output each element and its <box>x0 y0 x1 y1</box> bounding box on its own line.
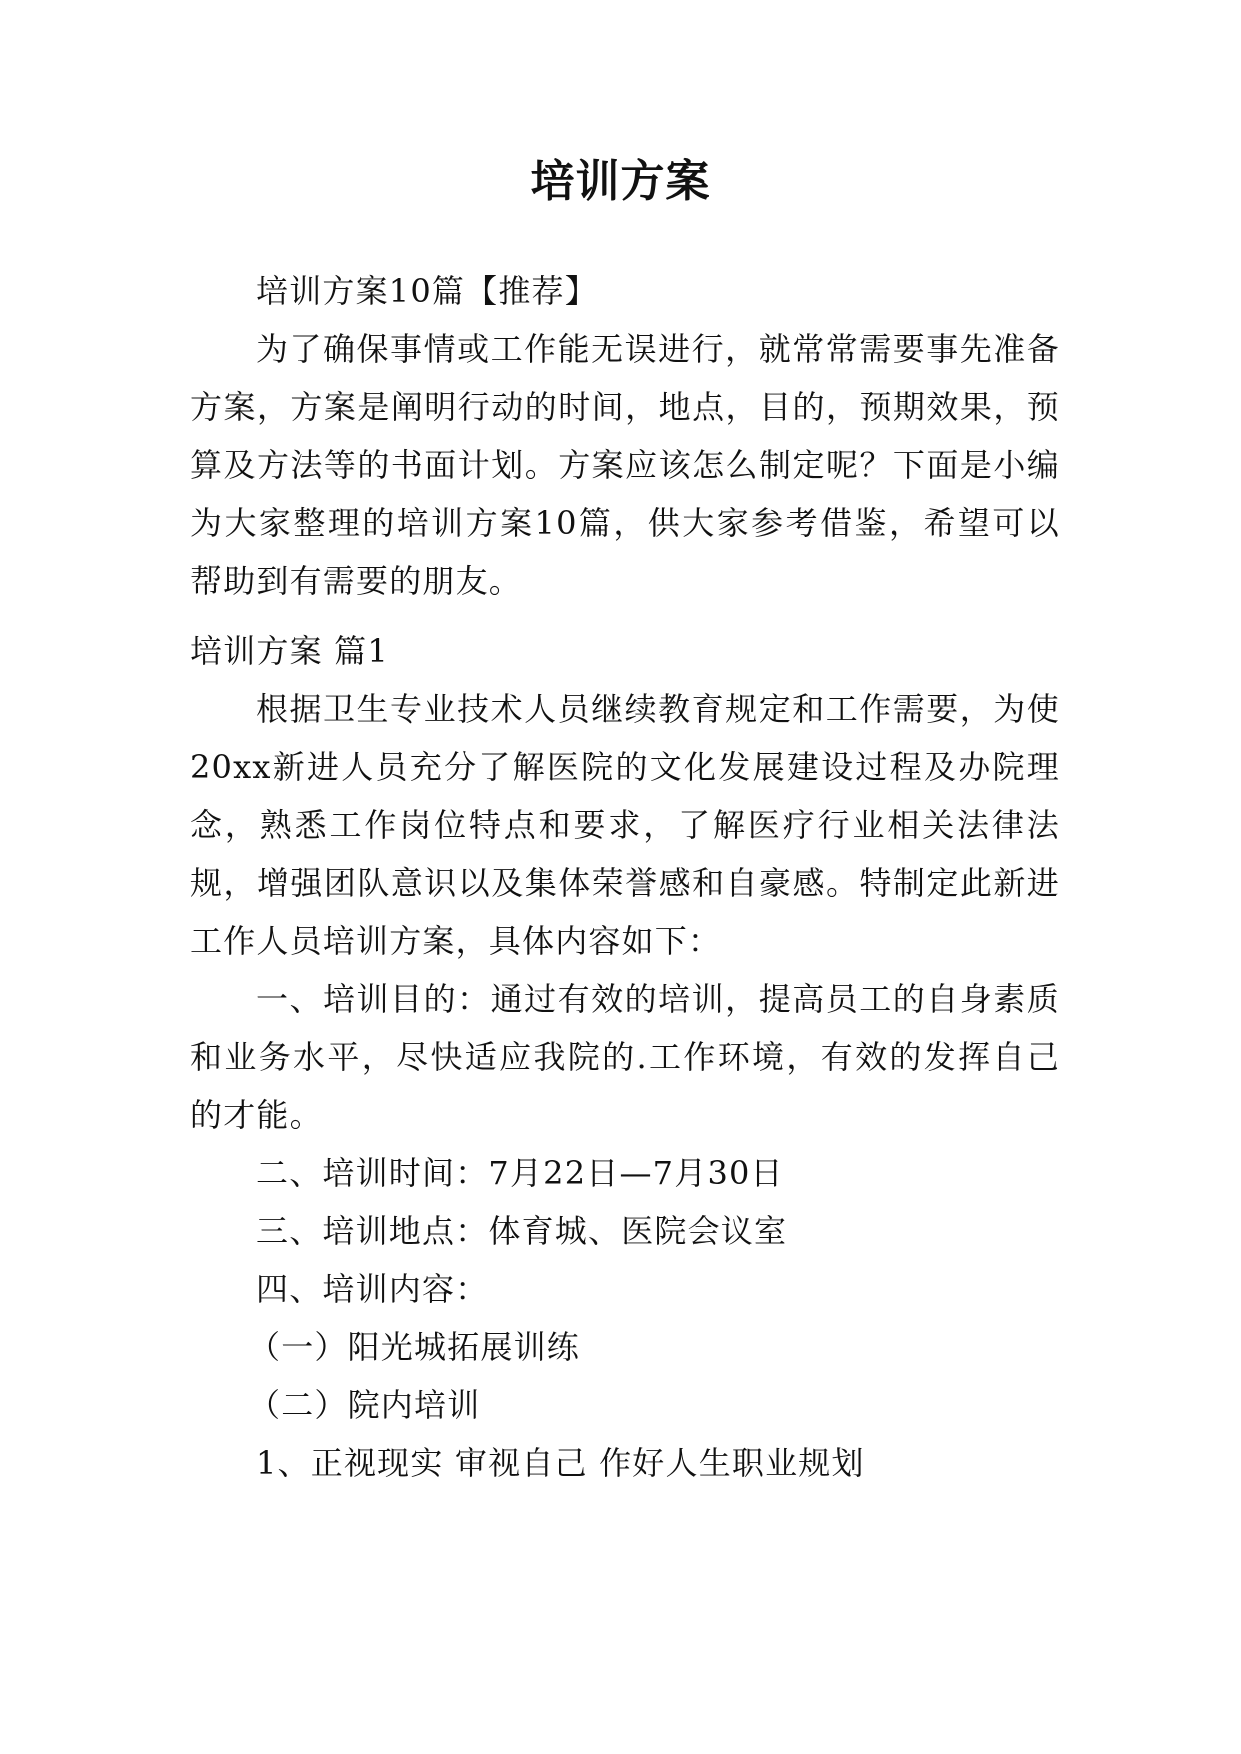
section-1-time: 二、培训时间：7月22日—7月30日 <box>256 1154 784 1192</box>
intro-subtitle: 培训方案10篇【推荐】 <box>256 272 598 310</box>
section-1-subitem-1: 1、正视现实 审视自己 作好人生职业规划 <box>256 1444 865 1482</box>
intro-paragraph: 为了确保事情或工作能无误进行，就常常需要事先准备方案，方案是阐明行动的时间，地点，目的，预期效果，预算及方法等的书面计划。方案应该怎么制定呢？下面是小编为大家整理的培训方案10篇，供大家参考借鉴，希望可以帮助到有需要的朋友。 <box>190 330 1060 600</box>
section-1-purpose: 一、培训目的：通过有效的培训，提高员工的自身素质和业务水平，尽快适应我院的.工作环境，有效的发挥自己的才能。 <box>190 980 1060 1134</box>
section-1-item-hospital: （二）院内培训 <box>248 1386 481 1424</box>
document-title: 培训方案 <box>530 156 711 207</box>
section-1 <box>190 622 1060 1492</box>
section-1-content-heading: 四、培训内容： <box>256 1270 489 1308</box>
section-1-item-outdoor: （一）阳光城拓展训练 <box>248 1328 581 1366</box>
section-1-location: 三、培训地点：体育城、医院会议室 <box>256 1212 788 1250</box>
section-1-heading: 培训方案 篇1 <box>190 632 389 670</box>
document-body <box>190 262 1060 610</box>
section-1-paragraph: 根据卫生专业技术人员继续教育规定和工作需要，为使20xx新进人员充分了解医院的文化发展建设过程及办院理念，熟悉工作岗位特点和要求，了解医疗行业相关法律法规，增强团队意识以及集体荣誉感和自豪感。特制定此新进工作人员培训方案，具体内容如下： <box>190 690 1060 960</box>
